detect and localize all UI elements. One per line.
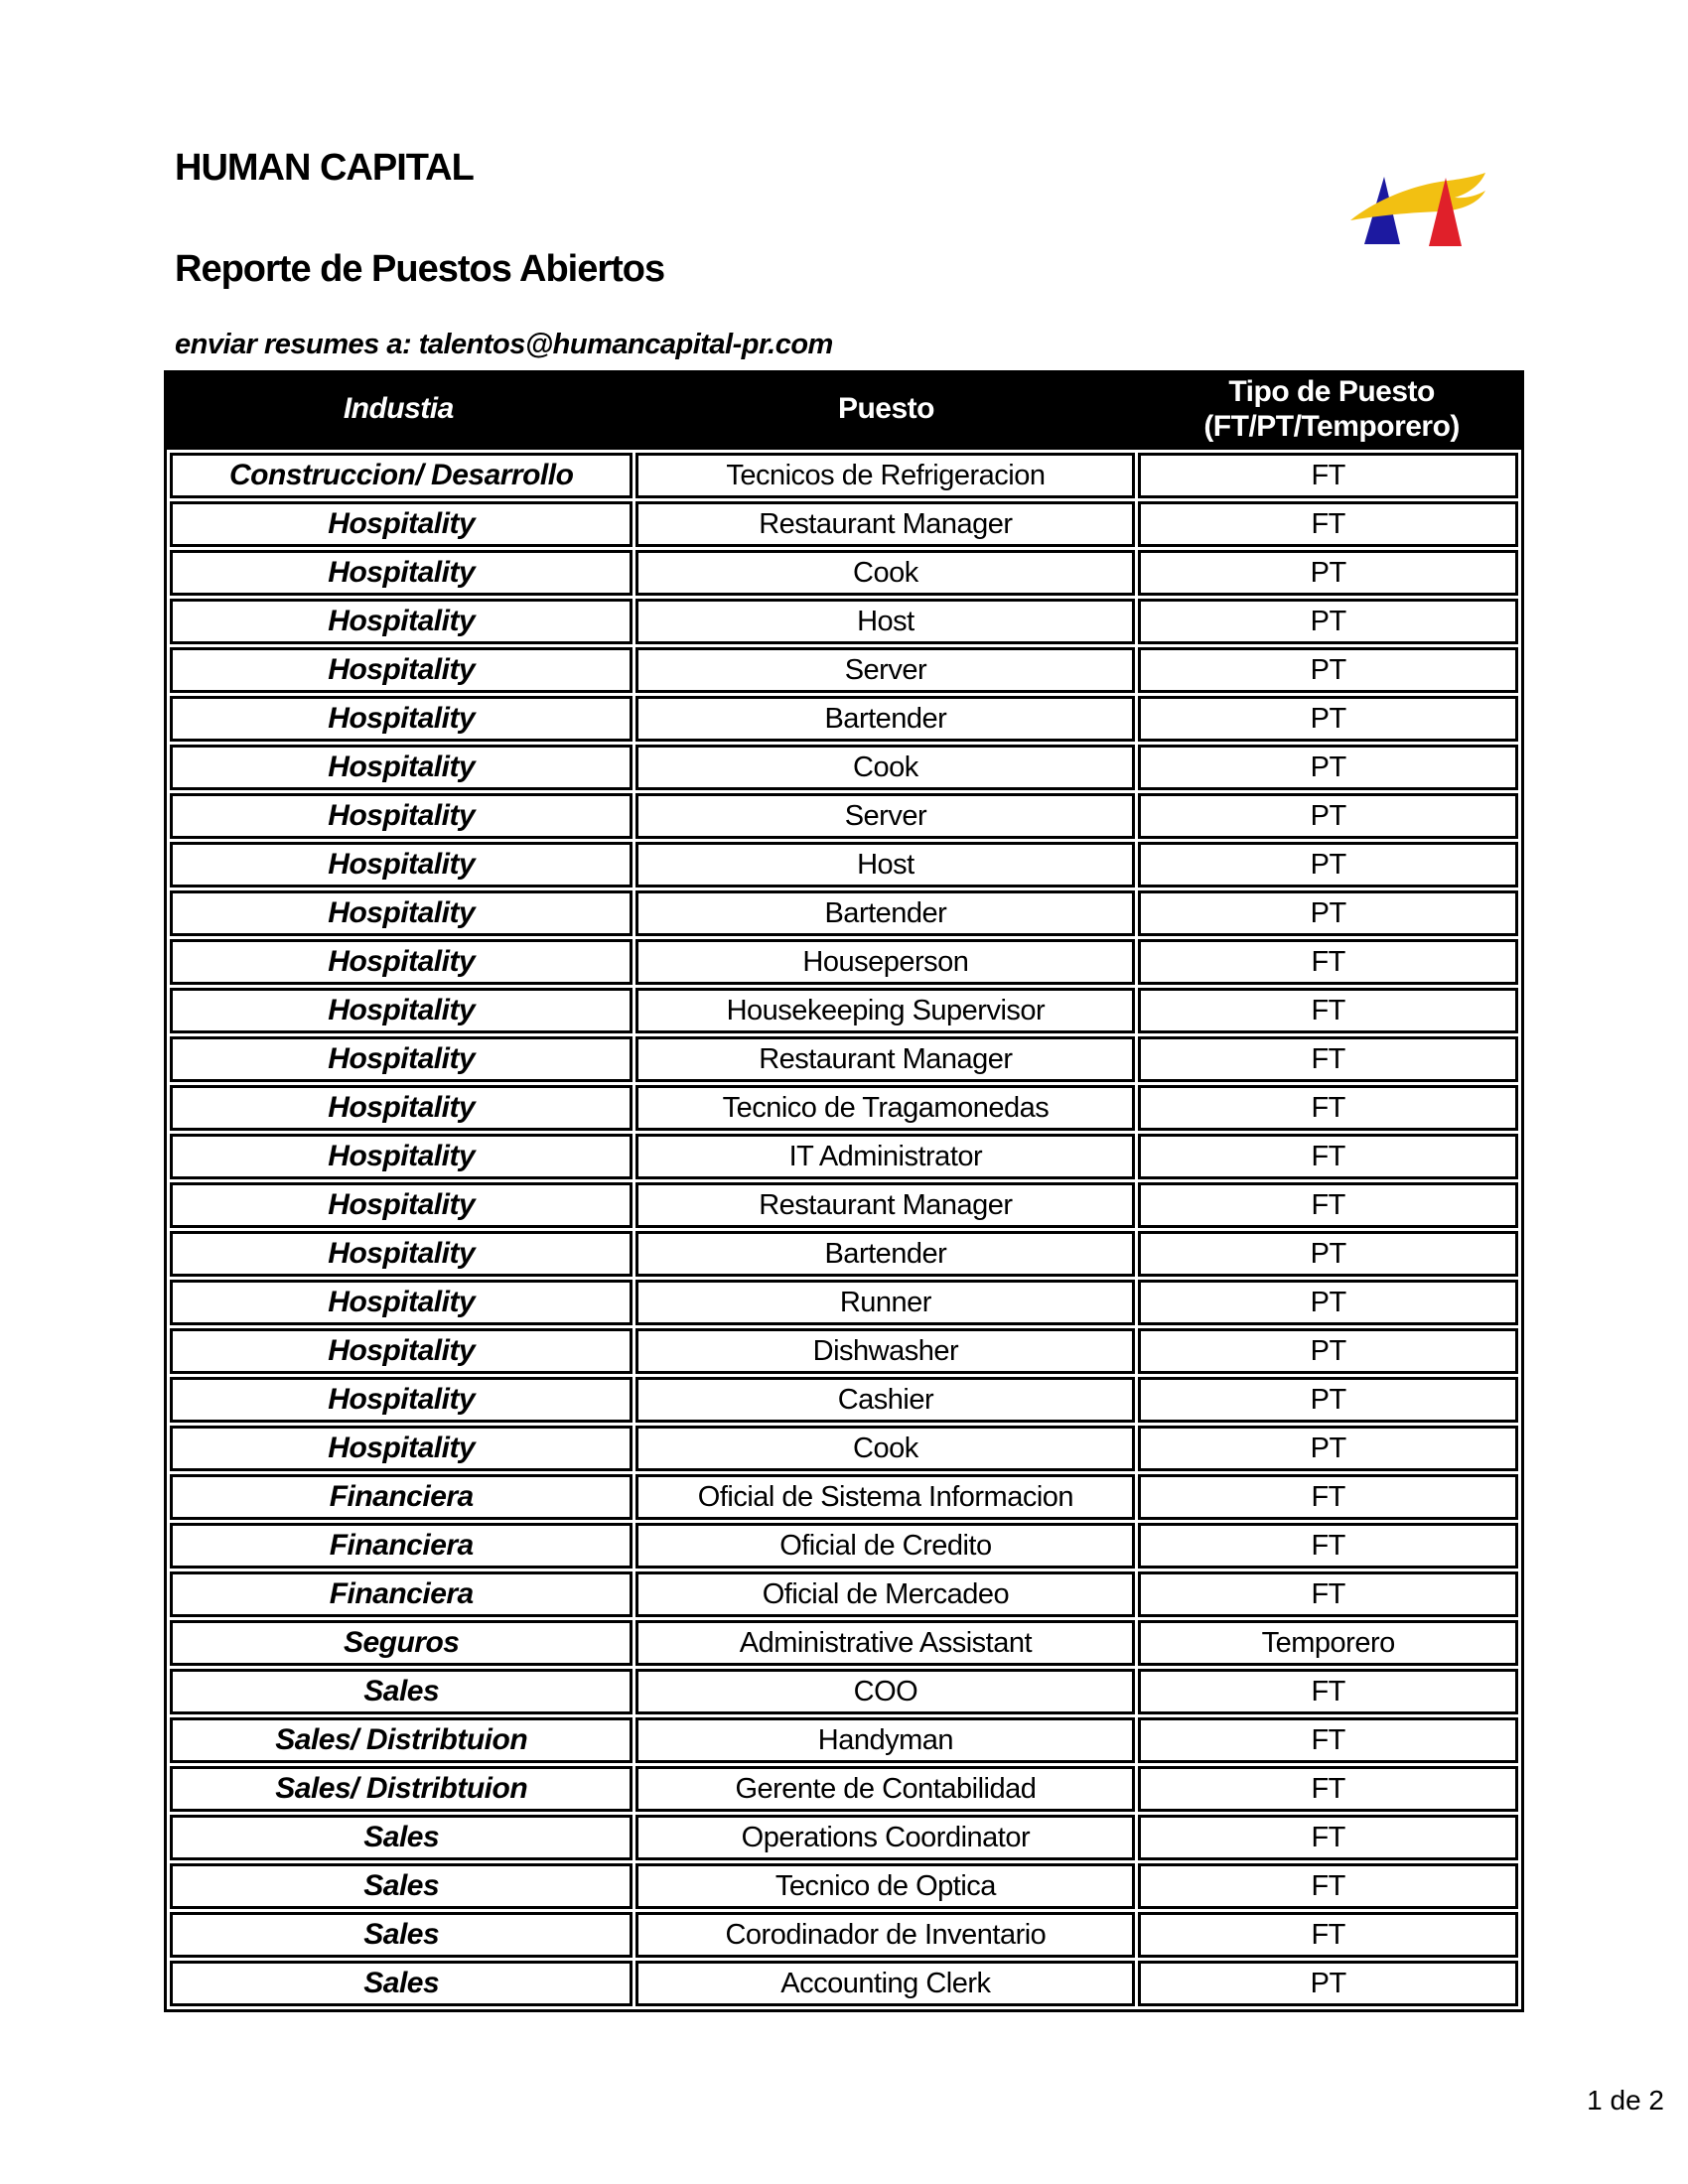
type-cell: PT (1138, 842, 1518, 887)
table-row (170, 890, 1518, 936)
column-header-tipo-line1: Tipo de Puesto (1228, 374, 1435, 408)
table-row (170, 599, 1518, 644)
industry-cell: Hospitality (170, 1328, 633, 1374)
type-cell: PT (1138, 745, 1518, 790)
industry-cell: Hospitality (170, 939, 633, 985)
table-row (170, 1474, 1518, 1520)
contact-email-line: enviar resumes a: talentos@humancapital-pr.com (175, 329, 833, 360)
table-row (170, 793, 1518, 839)
industry-cell: Seguros (170, 1620, 633, 1666)
industry-cell: Hospitality (170, 696, 633, 742)
industry-cell: Hospitality (170, 988, 633, 1033)
position-cell: Cashier (635, 1377, 1135, 1423)
report-title: Reporte de Puestos Abiertos (175, 248, 665, 290)
industry-cell: Financiera (170, 1571, 633, 1617)
industry-cell: Sales/ Distribtuion (170, 1766, 633, 1812)
position-cell: Bartender (635, 890, 1135, 936)
table-row (170, 1523, 1518, 1569)
type-cell: PT (1138, 793, 1518, 839)
column-header-tipo-line2: (FT/PT/Temporero) (1203, 409, 1460, 443)
table-row (170, 988, 1518, 1033)
position-cell: Oficial de Sistema Informacion (635, 1474, 1135, 1520)
type-cell: PT (1138, 890, 1518, 936)
industry-cell: Hospitality (170, 1085, 633, 1131)
table-row (170, 1134, 1518, 1179)
table-row (170, 1571, 1518, 1617)
position-cell: Bartender (635, 1231, 1135, 1277)
industry-cell: Sales (170, 1912, 633, 1958)
industry-cell: Hospitality (170, 793, 633, 839)
table-row (170, 453, 1518, 498)
table-header-row (164, 370, 1524, 447)
industry-cell: Construccion/ Desarrollo (170, 453, 633, 498)
table-row (170, 647, 1518, 693)
table-row (170, 696, 1518, 742)
industry-cell: Hospitality (170, 842, 633, 887)
industry-cell: Sales (170, 1863, 633, 1909)
industry-cell: Financiera (170, 1523, 633, 1569)
position-cell: Tecnico de Tragamonedas (635, 1085, 1135, 1131)
type-cell: FT (1138, 1182, 1518, 1228)
table-row (170, 1328, 1518, 1374)
industry-cell: Financiera (170, 1474, 633, 1520)
position-cell: Runner (635, 1280, 1135, 1325)
company-logo-icon (1348, 171, 1487, 250)
type-cell: PT (1138, 1231, 1518, 1277)
type-cell: FT (1138, 939, 1518, 985)
position-cell: Administrative Assistant (635, 1620, 1135, 1666)
table-row (170, 1669, 1518, 1714)
table-row (170, 1182, 1518, 1228)
jobs-table (164, 447, 1524, 2012)
page-title: HUMAN CAPITAL (175, 147, 474, 189)
position-cell: Gerente de Contabilidad (635, 1766, 1135, 1812)
type-cell: PT (1138, 1328, 1518, 1374)
industry-cell: Hospitality (170, 1280, 633, 1325)
table-row (170, 1863, 1518, 1909)
type-cell: FT (1138, 1085, 1518, 1131)
position-cell: IT Administrator (635, 1134, 1135, 1179)
table-row (170, 1231, 1518, 1277)
type-cell: PT (1138, 696, 1518, 742)
table-row (170, 1620, 1518, 1666)
industry-cell: Hospitality (170, 647, 633, 693)
industry-cell: Hospitality (170, 1231, 633, 1277)
type-cell: PT (1138, 1961, 1518, 2006)
table-row (170, 1036, 1518, 1082)
position-cell: Dishwasher (635, 1328, 1135, 1374)
type-cell: PT (1138, 599, 1518, 644)
position-cell: Server (635, 647, 1135, 693)
table-row (170, 1280, 1518, 1325)
type-cell: FT (1138, 988, 1518, 1033)
table-row (170, 501, 1518, 547)
table-row (170, 1377, 1518, 1423)
position-cell: COO (635, 1669, 1135, 1714)
type-cell: FT (1138, 453, 1518, 498)
jobs-table-body (170, 453, 1518, 2006)
position-cell: Host (635, 842, 1135, 887)
position-cell: Cook (635, 745, 1135, 790)
industry-cell: Hospitality (170, 1036, 633, 1082)
position-cell: Corodinador de Inventario (635, 1912, 1135, 1958)
type-cell: PT (1138, 1426, 1518, 1471)
table-row (170, 1085, 1518, 1131)
industry-cell: Sales (170, 1669, 633, 1714)
position-cell: Restaurant Manager (635, 1182, 1135, 1228)
position-cell: Tecnico de Optica (635, 1863, 1135, 1909)
type-cell: PT (1138, 550, 1518, 596)
type-cell: FT (1138, 1863, 1518, 1909)
table-row (170, 1717, 1518, 1763)
type-cell: FT (1138, 1815, 1518, 1860)
open-positions-table (164, 370, 1524, 2012)
table-row (170, 1961, 1518, 2006)
industry-cell: Sales (170, 1815, 633, 1860)
position-cell: Housekeeping Supervisor (635, 988, 1135, 1033)
position-cell: Houseperson (635, 939, 1135, 985)
table-row (170, 1766, 1518, 1812)
page-number: 1 de 2 (1587, 2085, 1664, 2116)
type-cell: FT (1138, 1717, 1518, 1763)
type-cell: FT (1138, 1766, 1518, 1812)
industry-cell: Hospitality (170, 550, 633, 596)
position-cell: Cook (635, 550, 1135, 596)
industry-cell: Hospitality (170, 1134, 633, 1179)
industry-cell: Sales/ Distribtuion (170, 1717, 633, 1763)
position-cell: Oficial de Credito (635, 1523, 1135, 1569)
position-cell: Accounting Clerk (635, 1961, 1135, 2006)
table-row (170, 550, 1518, 596)
type-cell: FT (1138, 1571, 1518, 1617)
industry-cell: Hospitality (170, 1426, 633, 1471)
type-cell: FT (1138, 1523, 1518, 1569)
table-row (170, 1815, 1518, 1860)
type-cell: PT (1138, 1377, 1518, 1423)
table-row (170, 842, 1518, 887)
column-header-tipo-de-puesto (1139, 374, 1524, 444)
type-cell: FT (1138, 1669, 1518, 1714)
position-cell: Tecnicos de Refrigeracion (635, 453, 1135, 498)
position-cell: Restaurant Manager (635, 1036, 1135, 1082)
industry-cell: Sales (170, 1961, 633, 2006)
column-header-puesto: Puesto (837, 391, 934, 425)
position-cell: Server (635, 793, 1135, 839)
industry-cell: Hospitality (170, 501, 633, 547)
type-cell: FT (1138, 1912, 1518, 1958)
position-cell: Host (635, 599, 1135, 644)
type-cell: FT (1138, 1134, 1518, 1179)
logo-yellow-swoosh (1350, 173, 1485, 220)
industry-cell: Hospitality (170, 890, 633, 936)
position-cell: Restaurant Manager (635, 501, 1135, 547)
column-header-industia: Industia (343, 391, 454, 425)
type-cell: Temporero (1138, 1620, 1518, 1666)
industry-cell: Hospitality (170, 599, 633, 644)
position-cell: Operations Coordinator (635, 1815, 1135, 1860)
position-cell: Bartender (635, 696, 1135, 742)
industry-cell: Hospitality (170, 1377, 633, 1423)
position-cell: Handyman (635, 1717, 1135, 1763)
position-cell: Cook (635, 1426, 1135, 1471)
type-cell: PT (1138, 647, 1518, 693)
position-cell: Oficial de Mercadeo (635, 1571, 1135, 1617)
type-cell: PT (1138, 1280, 1518, 1325)
industry-cell: Hospitality (170, 745, 633, 790)
type-cell: FT (1138, 1474, 1518, 1520)
industry-cell: Hospitality (170, 1182, 633, 1228)
table-row (170, 1912, 1518, 1958)
table-row (170, 745, 1518, 790)
type-cell: FT (1138, 501, 1518, 547)
table-row (170, 939, 1518, 985)
type-cell: FT (1138, 1036, 1518, 1082)
table-row (170, 1426, 1518, 1471)
